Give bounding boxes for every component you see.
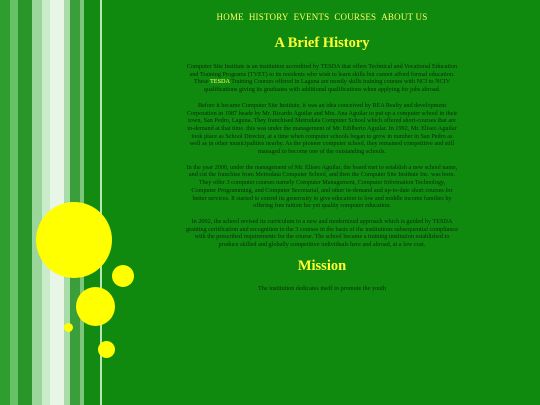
history-paragraph-3: In the year 2000, under the management of Mr. Eliseo Aguilar, the board met to establish a new school name, and cut the franchise from Metrodata Computer School, and then the Computer Site Institute Inc. was born. They offer 3 computer courses namely Computer Management, Computer Information Technology, Computer Programming, and Computer Secretarial, and other in-demand and up-to-date short courses for better services. It started to extend its generosity to give education to low and middle income families by offering free tuition fee yet quality computer education.	[186, 163, 458, 210]
history-paragraph-2: Before it became Computer Site Institute, it was an idea conceived by REA Realty and development Corporation in 1987 heade by Mr. Ricardo Aguilar and Mrs. Ana Aguilar to put up a computer school in their town, San Pedro, Laguna. They franchised Metrodata Computer School which offered short-courses that are in-demand at that time. this was under the management of Mr. Edilberto Aguilar. In 1992, Mr. Eliseo Aguilar took place as School Director, at a time when computer schools began to grow in number in San Pedro as well as in other municipalities nearby. As the pioneer computer school, they remained competitive and still managed to become one of the outstanding schools.	[186, 101, 458, 156]
history-title: A Brief History	[274, 35, 370, 51]
history-p1-start: Computer Site Institute is an institution accredited by TESDA that offers Technical and Vocational Education and Training Programs (TVET) to its residents who wish to learn skills but cannot afford formal education. These	[186, 63, 458, 86]
stripe	[32, 0, 42, 405]
stripe	[18, 0, 32, 405]
nav-courses[interactable]: COURSES	[334, 12, 377, 22]
nav-about-us[interactable]: ABOUT US	[381, 12, 428, 22]
mission-title: Mission	[297, 257, 347, 274]
stripe	[50, 0, 64, 405]
stripe	[84, 0, 100, 405]
top-nav	[104, 12, 540, 23]
nav-home[interactable]: HOME	[216, 12, 244, 22]
mission-paragraph-1: The institution dedicates itself to promote the youth	[257, 284, 387, 292]
decorative-circle	[64, 323, 73, 332]
history-p1-end: Training Courses offered in Laguna are mostly skills training courses with NCI to NCIV qualifications giving its graduates with additional qualifications when applying for jobs abroad.	[203, 78, 451, 94]
stripe	[0, 0, 10, 405]
main-content	[104, 0, 540, 405]
decorative-circle	[36, 202, 112, 278]
history-paragraph-4: In 2002, the school revised its curriculum to a new and modernized approach which is guided by TESDA granting certification and recognition to the 3 courses in the basis of the institutions subsequential compliance with the prescribed requirements for the course. The school became a training institution established to produce skilled and globally competitive individuals here and abroad, at a low cost.	[186, 217, 459, 249]
nav-events[interactable]: EVENTS	[293, 12, 330, 22]
decorative-stripes	[0, 0, 104, 405]
nav-history[interactable]: HISTORY	[248, 12, 289, 22]
tesda-link[interactable]: TESDA	[210, 78, 230, 86]
history-paragraph-1	[186, 63, 458, 94]
stripe	[10, 0, 18, 405]
stripe	[42, 0, 50, 405]
